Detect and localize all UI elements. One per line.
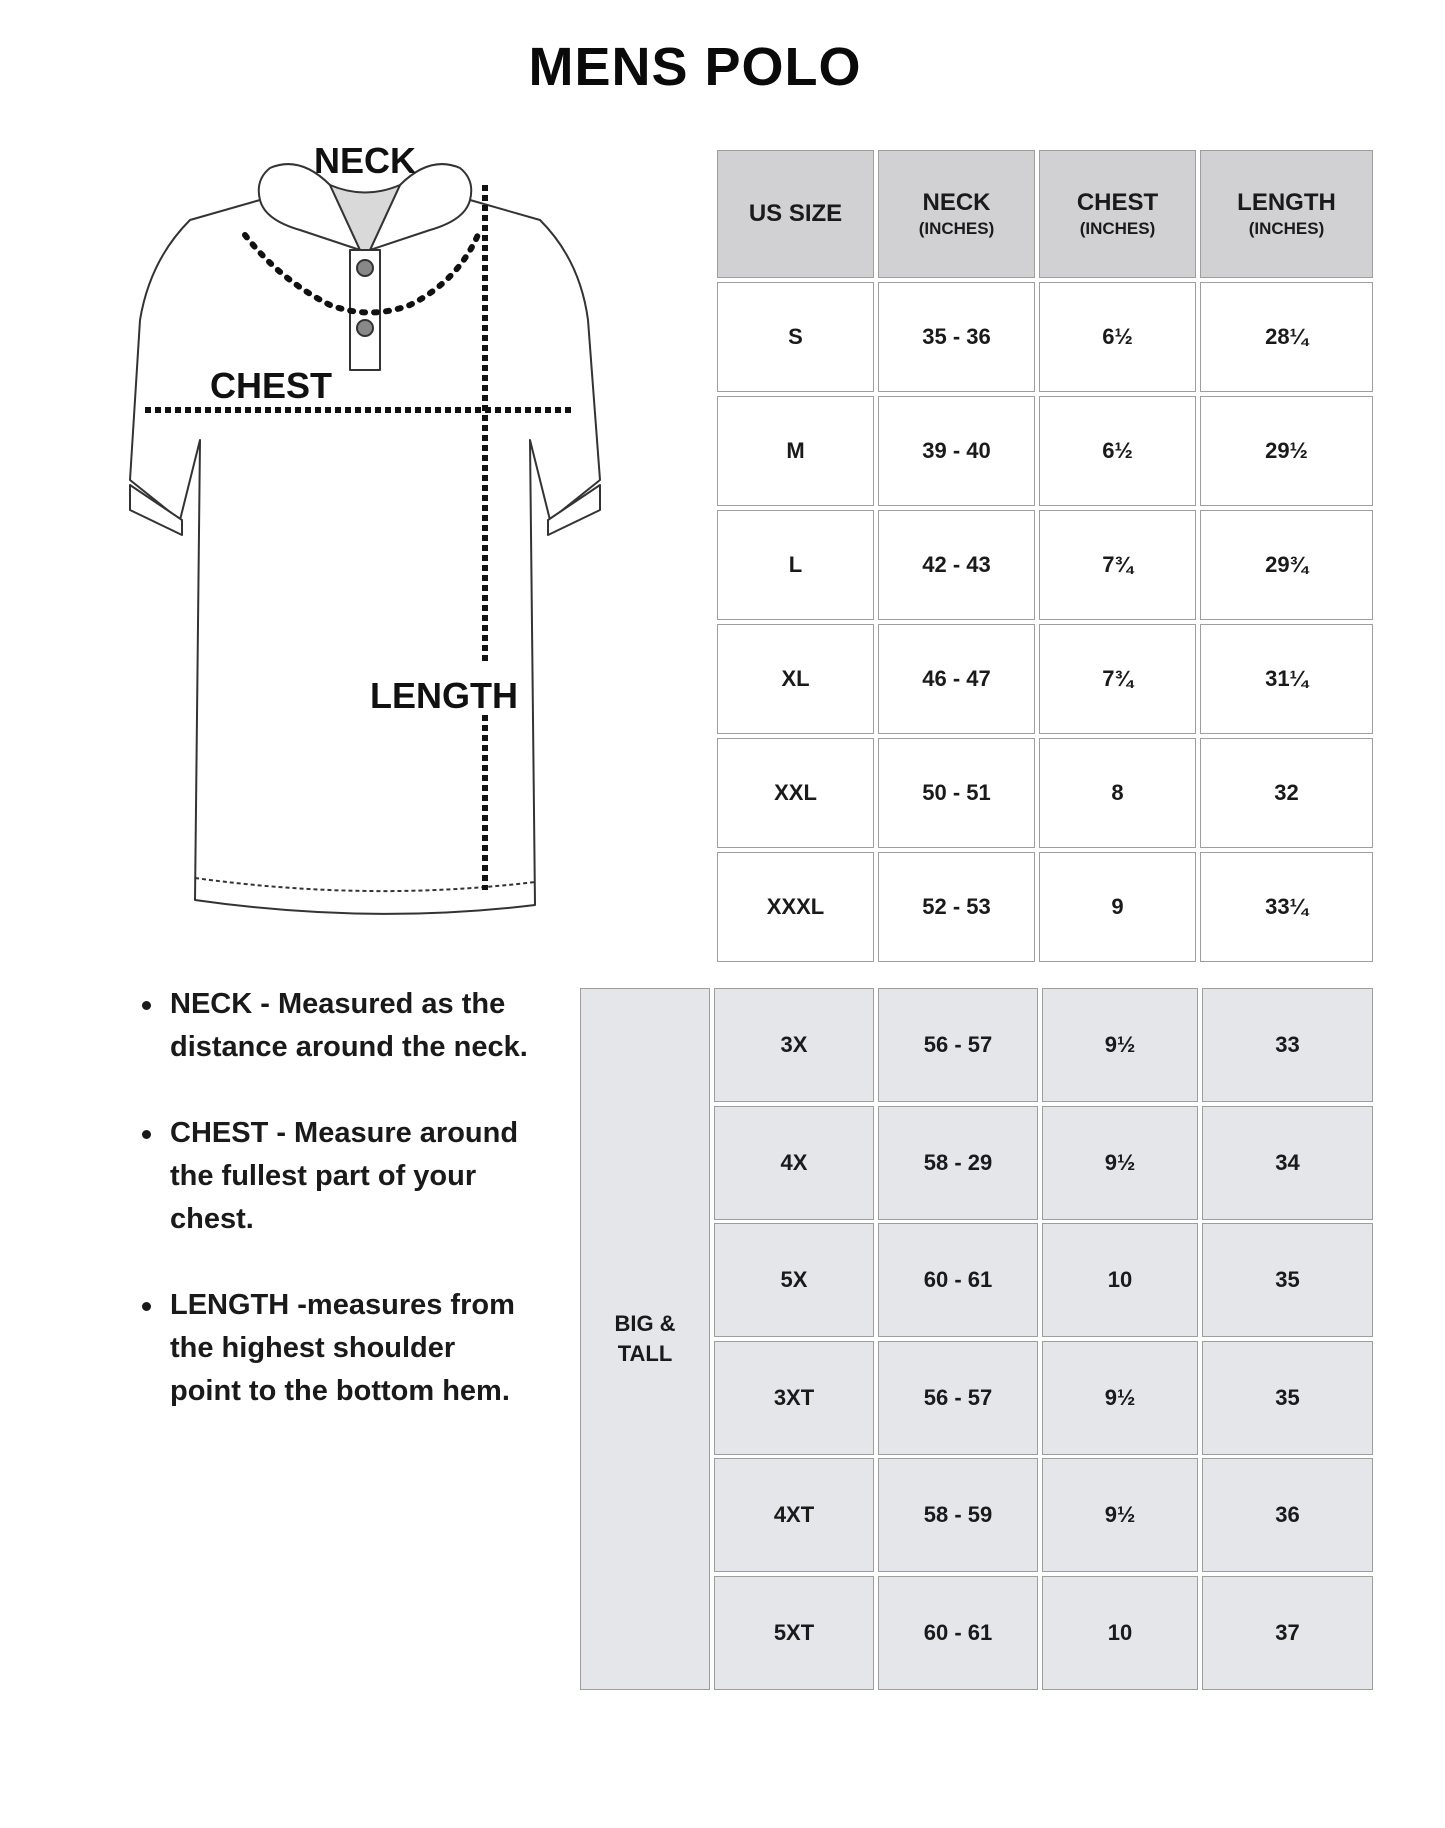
big-tall-cell-chest: 9½ [1042,1341,1198,1455]
big-tall-cell-size: 5X [714,1223,874,1337]
chest-label: CHEST [210,365,333,406]
size-cell-size: XXL [717,738,874,848]
header-chest: CHEST (INCHES) [1039,150,1196,278]
size-cell-length: 29¾ [1200,510,1373,620]
size-cell-chest: 7¾ [1039,510,1196,620]
size-cell-neck: 35 - 36 [878,282,1035,392]
size-cell-chest: 9 [1039,852,1196,962]
size-cell-chest: 7¾ [1039,624,1196,734]
big-tall-cell-size: 5XT [714,1576,874,1690]
big-tall-cell-length: 33 [1202,988,1373,1102]
size-cell-neck: 50 - 51 [878,738,1035,848]
size-cell-chest: 6½ [1039,396,1196,506]
big-tall-cell-size: 4X [714,1106,874,1220]
big-tall-cell-length: 35 [1202,1341,1373,1455]
size-cell-size: XXXL [717,852,874,962]
big-tall-cell-chest: 9½ [1042,1106,1198,1220]
size-cell-length: 29½ [1200,396,1373,506]
big-tall-cell-neck: 60 - 61 [878,1223,1038,1337]
big-tall-cell-neck: 60 - 61 [878,1576,1038,1690]
page-title: MENS POLO [528,37,862,97]
big-tall-cell-chest: 9½ [1042,988,1198,1102]
size-cell-length: 33¼ [1200,852,1373,962]
big-tall-cell-size: 3X [714,988,874,1102]
size-cell-size: S [717,282,874,392]
big-tall-cell-length: 36 [1202,1458,1373,1572]
big-tall-cell-neck: 56 - 57 [878,988,1038,1102]
size-cell-neck: 52 - 53 [878,852,1035,962]
size-cell-length: 31¼ [1200,624,1373,734]
size-cell-length: 32 [1200,738,1373,848]
size-cell-chest: 6½ [1039,282,1196,392]
big-tall-cell-chest: 10 [1042,1576,1198,1690]
size-cell-size: XL [717,624,874,734]
size-cell-length: 28¼ [1200,282,1373,392]
big-tall-cell-size: 3XT [714,1341,874,1455]
big-tall-cell-neck: 56 - 57 [878,1341,1038,1455]
size-cell-neck: 39 - 40 [878,396,1035,506]
big-tall-cell-size: 4XT [714,1458,874,1572]
size-cell-chest: 8 [1039,738,1196,848]
polo-shirt-icon [70,140,670,940]
note-neck: NECK - Measured as the distance around the neck. [132,983,532,1069]
big-tall-cell-neck: 58 - 59 [878,1458,1038,1572]
measurement-notes [132,983,532,1456]
header-neck: NECK (INCHES) [878,150,1035,278]
length-label: LENGTH [370,675,518,716]
size-cell-neck: 42 - 43 [878,510,1035,620]
polo-shirt-diagram [70,140,670,940]
size-cell-neck: 46 - 47 [878,624,1035,734]
big-tall-cell-neck: 58 - 29 [878,1106,1038,1220]
size-cell-size: L [717,510,874,620]
note-length: LENGTH -measures from the highest shoulder point to the bottom hem. [132,1284,532,1413]
header-length: LENGTH (INCHES) [1200,150,1373,278]
neck-label: NECK [314,140,417,181]
big-tall-label: BIG & TALL [580,988,710,1690]
big-tall-cell-length: 34 [1202,1106,1373,1220]
big-tall-cell-length: 35 [1202,1223,1373,1337]
note-chest: CHEST - Measure around the fullest part of your chest. [132,1112,532,1241]
big-tall-cell-chest: 10 [1042,1223,1198,1337]
size-cell-size: M [717,396,874,506]
header-us-size: US SIZE [717,150,874,278]
big-tall-cell-chest: 9½ [1042,1458,1198,1572]
big-tall-cell-length: 37 [1202,1576,1373,1690]
